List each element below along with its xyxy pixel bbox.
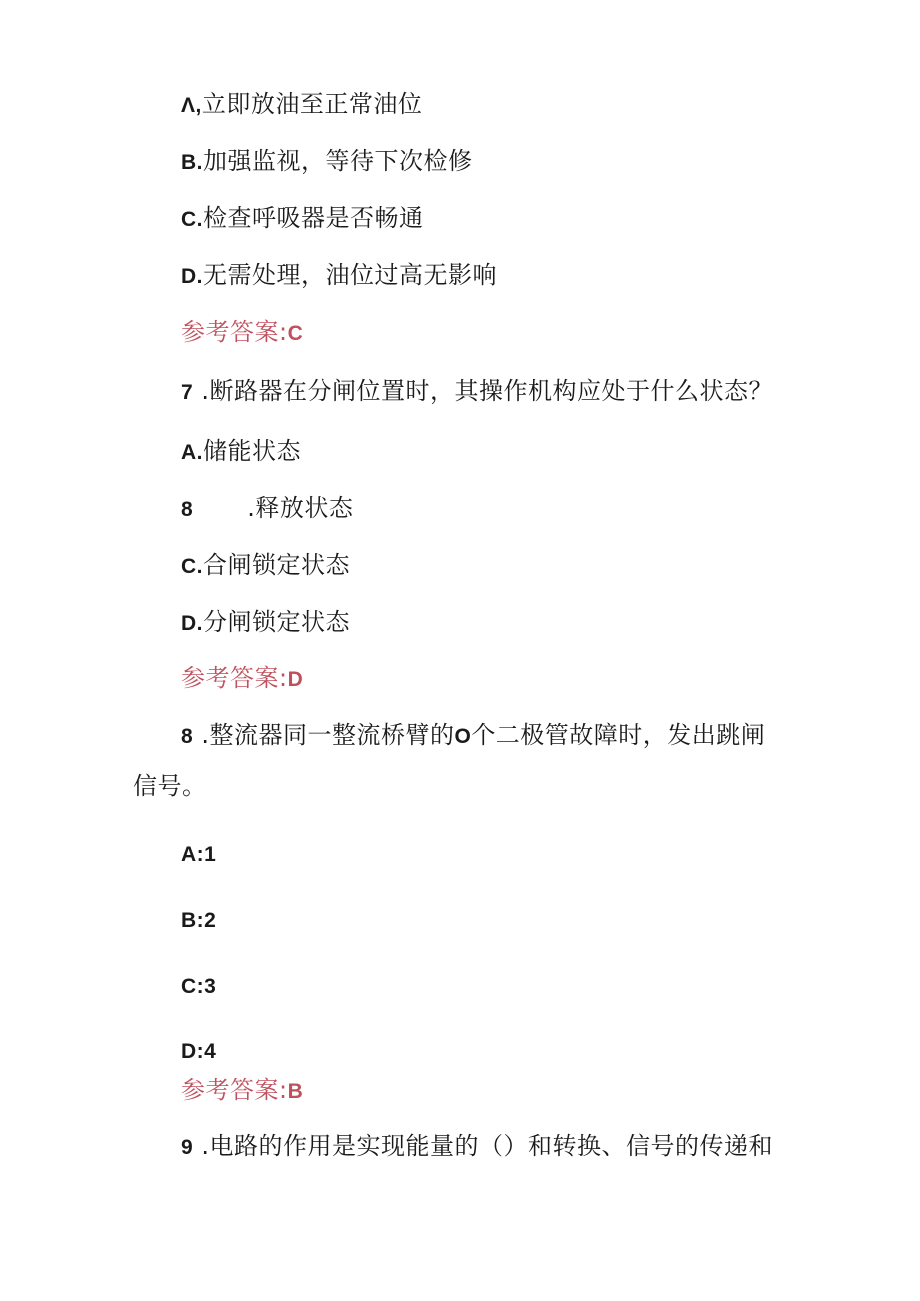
question-text: 个二极管故障时，发出跳闸 [471,721,766,749]
option-b [181,145,473,179]
option-label: 8 [181,498,194,521]
option-c [181,969,216,1003]
answer-line [181,662,303,696]
option-text: B:2 [181,909,217,932]
question-7 [181,375,773,409]
option-a [181,837,216,871]
answer-value: B [287,1080,304,1103]
answer-value: C [287,322,304,345]
option-text: 分闸锁定状态 [203,608,350,636]
answer-prefix: 参考答案: [181,318,288,346]
question-8 [181,719,765,753]
question-number: 9 [181,1136,194,1159]
option-text: 无需处理，油位过高无影响 [203,261,497,289]
question-text: .电路的作用是实现能量的（）和转换、信号的传递和 [201,1132,773,1160]
answer-value: D [287,668,304,691]
option-text: 立即放油至正常油位 [201,90,423,118]
option-a [181,435,301,469]
option-text: .释放状态 [247,494,354,522]
question-number: 7 [181,381,194,404]
option-b [181,903,216,937]
answer-line [181,1074,303,1108]
option-label: Λ, [181,94,202,117]
option-d [181,1034,216,1068]
option-a [181,88,422,122]
option-text: 合闸锁定状态 [203,551,350,579]
question-8-continued [133,770,207,802]
answer-line [181,316,303,350]
answer-prefix: 参考答案: [181,1076,288,1104]
option-label: A. [181,441,203,464]
question-9 [181,1130,773,1164]
option-c [181,202,424,236]
option-d [181,606,350,640]
option-label: B. [181,151,203,174]
question-blank: O [454,725,472,748]
option-text: 加强监视，等待下次检修 [203,147,473,175]
option-text: A:1 [181,843,217,866]
question-text: .整流器同一整流桥臂的 [201,721,455,749]
option-label: C. [181,208,203,231]
option-b [181,492,353,526]
option-d [181,259,497,293]
question-number: 8 [181,725,194,748]
option-label: D. [181,265,203,288]
answer-prefix: 参考答案: [181,664,288,692]
option-c [181,549,350,583]
option-label: D. [181,612,203,635]
question-text: 信号。 [133,772,207,800]
option-text: D:4 [181,1040,217,1063]
option-text: C:3 [181,975,217,998]
option-text: 储能状态 [203,437,301,465]
option-text: 检查呼吸器是否畅通 [203,204,424,232]
option-label: C. [181,555,203,578]
question-text: .断路器在分闸位置时，其操作机构应处于什么状态？ [201,377,773,405]
